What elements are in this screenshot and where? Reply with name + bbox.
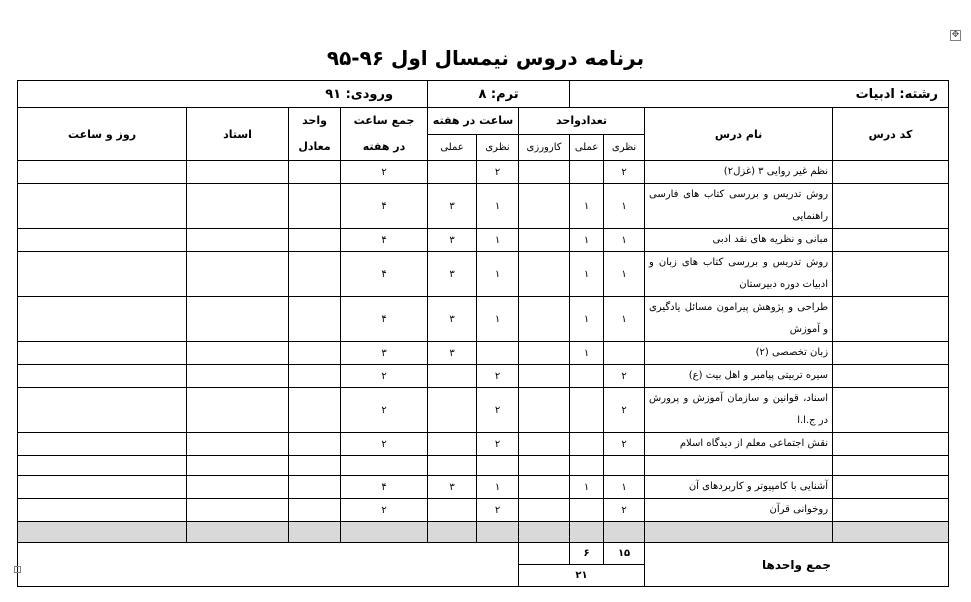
teacher: [187, 365, 289, 388]
units-internship: [519, 184, 570, 229]
course-code: [833, 365, 949, 388]
units-theory: ۱: [604, 476, 645, 499]
day-time: [18, 252, 187, 297]
units-practical: [570, 456, 604, 476]
day-time: [18, 365, 187, 388]
units-practical: [570, 388, 604, 433]
header-name: نام درس: [645, 108, 833, 161]
teacher: [187, 456, 289, 476]
units-theory: ۲: [604, 388, 645, 433]
total-hours: ۴: [341, 476, 428, 499]
hours-practical: ۳: [428, 229, 477, 252]
equivalent-units: [289, 456, 341, 476]
course-code: [833, 161, 949, 184]
header-units-internship: کارورزی: [519, 134, 570, 161]
header-units-practical: عملی: [570, 134, 604, 161]
table-row: [18, 433, 949, 456]
hours-theory: [477, 456, 519, 476]
teacher: [187, 476, 289, 499]
units-internship: [519, 161, 570, 184]
day-time: [18, 388, 187, 433]
equivalent-units: [289, 229, 341, 252]
table-row: [18, 499, 949, 522]
course-code: [833, 184, 949, 229]
equivalent-units: [289, 433, 341, 456]
units-internship: [519, 388, 570, 433]
units-practical: [570, 499, 604, 522]
units-practical: ۱: [570, 476, 604, 499]
summary-label: جمع واحدها: [645, 543, 949, 587]
term-label: ترم:: [490, 86, 519, 102]
units-internship: [519, 297, 570, 342]
header-equivalent-line2: معادل: [298, 140, 331, 153]
gray-separator-row: [18, 522, 949, 543]
table-row: [18, 476, 949, 499]
total-hours: ۴: [341, 297, 428, 342]
teacher: [187, 252, 289, 297]
units-theory: ۱: [604, 252, 645, 297]
units-practical: ۱: [570, 252, 604, 297]
course-name: طراحی و پژوهش پیرامون مسائل یادگیری و آموزش: [645, 297, 833, 342]
day-time: [18, 456, 187, 476]
hours-practical: [428, 433, 477, 456]
total-hours: ۴: [341, 229, 428, 252]
equivalent-units: [289, 365, 341, 388]
course-code: [833, 476, 949, 499]
hours-theory: ۱: [477, 229, 519, 252]
course-table: [17, 80, 949, 587]
course-rows: [18, 161, 949, 522]
header-units-theory: نظری: [604, 134, 645, 161]
units-practical: [570, 161, 604, 184]
units-practical: ۱: [570, 184, 604, 229]
day-time: [18, 161, 187, 184]
day-time: [18, 342, 187, 365]
course-code: [833, 456, 949, 476]
header-total-hours-line1: جمع ساعت: [353, 114, 415, 127]
hours-practical: [428, 365, 477, 388]
course-name: روش تدریس و بررسی کتاب های فارسی راهنمایی: [645, 184, 833, 229]
teacher: [187, 297, 289, 342]
table-row: [18, 161, 949, 184]
course-code: [833, 252, 949, 297]
course-code: [833, 297, 949, 342]
hours-practical: ۳: [428, 476, 477, 499]
units-theory: ۲: [604, 499, 645, 522]
equivalent-units: [289, 161, 341, 184]
table-row: [18, 229, 949, 252]
header-hours-practical: عملی: [428, 134, 477, 161]
hours-practical: ۳: [428, 184, 477, 229]
total-hours: ۴: [341, 184, 428, 229]
header-row-1: [18, 108, 949, 135]
summary-practical-total: ۶: [570, 543, 604, 565]
total-hours: [341, 456, 428, 476]
header-units: تعدادواحد: [519, 108, 645, 135]
course-name: آشنایی با کامپیوتر و کاربردهای آن: [645, 476, 833, 499]
table-row: [18, 365, 949, 388]
units-internship: [519, 433, 570, 456]
header-equivalent-line1: واحد: [302, 114, 327, 127]
total-hours: ۲: [341, 161, 428, 184]
hours-theory: ۱: [477, 476, 519, 499]
units-internship: [519, 476, 570, 499]
hours-practical: ۳: [428, 297, 477, 342]
teacher: [187, 229, 289, 252]
units-theory: ۲: [604, 433, 645, 456]
hours-theory: ۲: [477, 433, 519, 456]
summary-theory-total: ۱۵: [604, 543, 645, 565]
units-practical: ۱: [570, 342, 604, 365]
units-theory: ۱: [604, 184, 645, 229]
term-value: ۸: [478, 86, 487, 102]
day-time: [18, 476, 187, 499]
teacher: [187, 342, 289, 365]
day-time: [18, 499, 187, 522]
equivalent-units: [289, 476, 341, 499]
course-name: مبانی و نظریه های نقد ادبی: [645, 229, 833, 252]
day-time: [18, 184, 187, 229]
course-name: [645, 456, 833, 476]
teacher: [187, 161, 289, 184]
header-total-hours: [341, 108, 428, 161]
course-name: زبان تخصصی (۲): [645, 342, 833, 365]
hours-practical: ۳: [428, 342, 477, 365]
table-row: [18, 252, 949, 297]
course-code: [833, 499, 949, 522]
total-hours: ۲: [341, 365, 428, 388]
course-name: نقش اجتماعی معلم از دیدگاه اسلام: [645, 433, 833, 456]
course-code: [833, 342, 949, 365]
units-internship: [519, 456, 570, 476]
header-hours-theory: نظری: [477, 134, 519, 161]
day-time: [18, 433, 187, 456]
units-theory: ۱: [604, 229, 645, 252]
course-code: [833, 433, 949, 456]
equivalent-units: [289, 499, 341, 522]
units-practical: ۱: [570, 229, 604, 252]
table-row: [18, 388, 949, 433]
teacher: [187, 499, 289, 522]
header-code: کد درس: [833, 108, 949, 161]
units-internship: [519, 342, 570, 365]
units-theory: ۱: [604, 297, 645, 342]
header-teacher: استاد: [187, 108, 289, 161]
course-code: [833, 388, 949, 433]
teacher: [187, 388, 289, 433]
hours-theory: ۲: [477, 388, 519, 433]
hours-practical: [428, 161, 477, 184]
summary-row-1: [18, 543, 949, 565]
table-row: [18, 297, 949, 342]
summary-grand-total: ۲۱: [519, 565, 645, 587]
term-cell: [428, 81, 570, 108]
field-label: رشته: ادبیات: [855, 86, 939, 102]
page-title: برنامه دروس نیمسال اول ۹۶-۹۵: [326, 46, 645, 70]
hours-practical: [428, 388, 477, 433]
table-row: [18, 456, 949, 476]
course-name: سیره تربیتی پیامبر و اهل بیت (ع): [645, 365, 833, 388]
course-code: [833, 229, 949, 252]
hours-theory: ۱: [477, 252, 519, 297]
entry-cell: [18, 81, 428, 108]
teacher: [187, 184, 289, 229]
table-row: [18, 184, 949, 229]
header-day-time: روز و ساعت: [18, 108, 187, 161]
units-internship: [519, 499, 570, 522]
hours-theory: ۲: [477, 365, 519, 388]
hours-theory: ۱: [477, 297, 519, 342]
hours-theory: [477, 342, 519, 365]
field-cell: [570, 81, 949, 108]
units-internship: [519, 229, 570, 252]
hours-practical: [428, 456, 477, 476]
teacher: [187, 433, 289, 456]
units-practical: ۱: [570, 297, 604, 342]
header-total-hours-line2: در هفته: [362, 140, 406, 153]
units-theory: [604, 342, 645, 365]
header-weekly-hours: ساعت در هفته: [428, 108, 519, 135]
entry-label: ورودی: ۹۱: [325, 86, 394, 102]
units-internship: [519, 365, 570, 388]
table-resize-handle[interactable]: [14, 566, 21, 573]
course-name: نظم غیر روایی ۳ (غزل۲): [645, 161, 833, 184]
total-hours: ۲: [341, 499, 428, 522]
units-theory: ۲: [604, 161, 645, 184]
equivalent-units: [289, 388, 341, 433]
hours-practical: ۳: [428, 252, 477, 297]
units-practical: [570, 365, 604, 388]
info-row: [18, 81, 949, 108]
hours-theory: ۲: [477, 499, 519, 522]
units-internship: [519, 252, 570, 297]
equivalent-units: [289, 252, 341, 297]
units-practical: [570, 433, 604, 456]
total-hours: ۲: [341, 433, 428, 456]
equivalent-units: [289, 342, 341, 365]
table-move-handle[interactable]: ✥: [951, 30, 960, 40]
course-name: روش تدریس و بررسی کتاب های زبان و ادبیات دوره دبیرستان: [645, 252, 833, 297]
hours-theory: ۱: [477, 184, 519, 229]
equivalent-units: [289, 297, 341, 342]
header-equivalent-units: [289, 108, 341, 161]
total-hours: ۳: [341, 342, 428, 365]
day-time: [18, 229, 187, 252]
total-hours: ۲: [341, 388, 428, 433]
course-name: اسناد، قوانین و سازمان آموزش و پرورش در ج.ا.ا: [645, 388, 833, 433]
units-theory: ۲: [604, 365, 645, 388]
equivalent-units: [289, 184, 341, 229]
hours-theory: ۲: [477, 161, 519, 184]
hours-practical: [428, 499, 477, 522]
day-time: [18, 297, 187, 342]
table-row: [18, 342, 949, 365]
units-theory: [604, 456, 645, 476]
course-name: روخوانی قرآن: [645, 499, 833, 522]
total-hours: ۴: [341, 252, 428, 297]
